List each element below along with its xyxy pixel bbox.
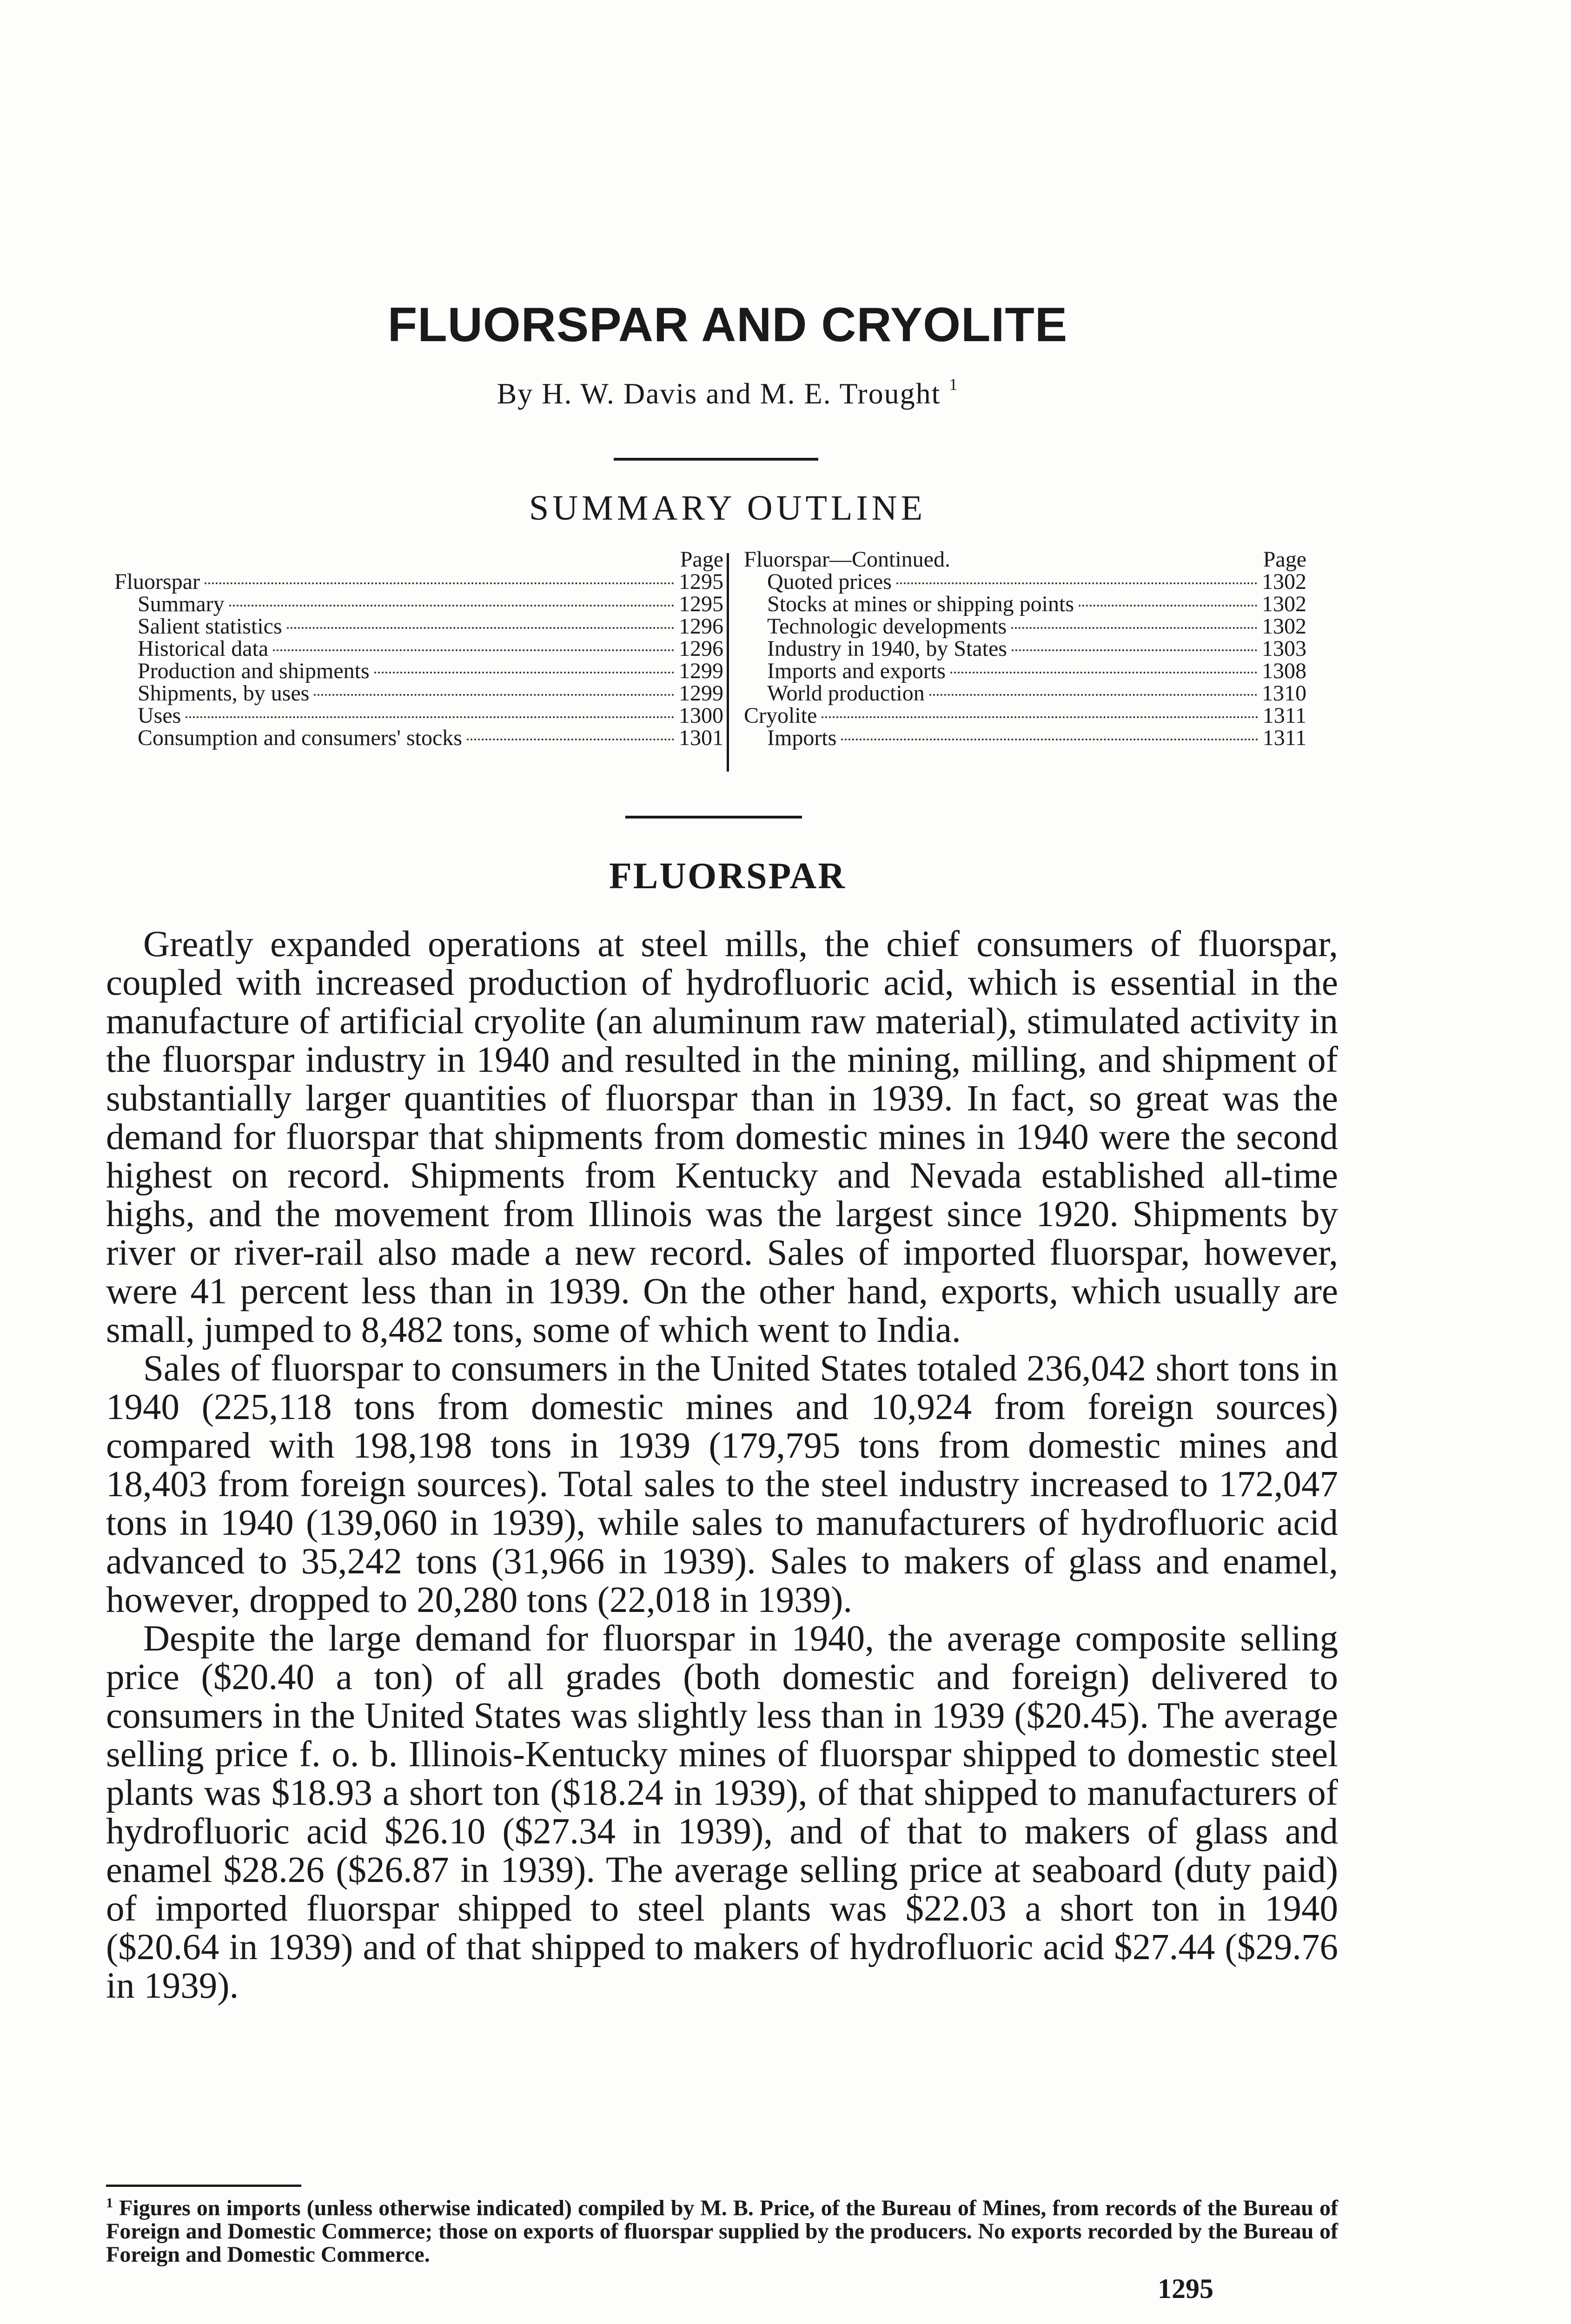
dot-leader: [273, 649, 674, 651]
outline-entry: [744, 660, 1306, 682]
section-divider: [625, 816, 802, 819]
outline-entry: [114, 615, 723, 638]
outline-entry-label: Imports: [767, 726, 837, 750]
outline-entry: [744, 638, 1306, 660]
dot-leader: [467, 739, 674, 740]
outline-right-column: [744, 548, 1306, 749]
dot-leader: [841, 739, 1258, 740]
outline-entry-label: Quoted prices: [767, 569, 892, 594]
dot-leader: [229, 605, 674, 607]
outline-entry-label: Uses: [138, 703, 181, 728]
outline-right-header: [744, 548, 1306, 571]
dot-leader: [186, 716, 674, 718]
outline-entry: [114, 571, 723, 593]
footnote: [106, 2192, 1338, 2266]
dot-leader: [374, 672, 674, 673]
outline-entry: [114, 593, 723, 615]
summary-outline-title: SUMMARY OUTLINE: [529, 489, 926, 528]
outline-entry-label: Industry in 1940, by States: [767, 636, 1007, 661]
outline-entry-label: Summary: [138, 592, 225, 616]
outline-entry: [114, 727, 723, 749]
outline-entry: [744, 705, 1306, 727]
outline-entry-page: 1311: [1262, 726, 1306, 750]
outline-entry-page: 1299: [679, 659, 723, 683]
outline-continued-heading: Fluorspar—Continued.: [744, 547, 950, 572]
byline: [0, 376, 1455, 411]
dot-leader: [822, 716, 1258, 718]
outline-entry-page: 1302: [1262, 569, 1306, 594]
outline-entry-label: Stocks at mines or shipping points: [767, 592, 1074, 616]
paragraph: Greatly expanded operations at steel mills, the chief consumers of fluorspar, coupled with increased production of hydrofluoric acid, which is essential in the manufacture of artificial cryolite (an aluminum raw material), stimulated activity in the fluorspar industry in 1940 and resulted in the mining, milling, and shipment of substantially larger quantities of fluorspar than in 1939. In fact, so great was the demand for fluorspar that shipments from domestic mines in 1940 were the second highest on record. Shipments from Kentucky and Nevada established all-time highs, and the movement from Illinois was the largest since 1920. Shipments by river or river-rail also made a new record. Sales of imported fluorspar, however, were 41 percent less than in 1939. On the other hand, exports, which usually are small, jumped to 8,482 tons, some of which went to India.: [106, 924, 1338, 1350]
outline-left-list: [114, 571, 723, 749]
outline-entry: [744, 727, 1306, 749]
dot-leader: [1079, 605, 1257, 607]
section-heading: FLUORSPAR: [609, 856, 846, 897]
dot-leader: [314, 694, 674, 696]
outline-entry-label: Imports and exports: [767, 659, 946, 683]
outline-entry-page: 1301: [679, 726, 723, 750]
dot-leader: [950, 672, 1257, 673]
title-divider: [614, 458, 818, 461]
outline-entry-label: Cryolite: [744, 703, 817, 728]
page-column-header: Page: [680, 547, 723, 572]
outline-entry-page: 1311: [1262, 703, 1306, 728]
paragraph: Sales of fluorspar to consumers in the United States totaled 236,042 short tons in 1940 (225,118 tons from domestic mines and 10,924 from foreign sources) compared with 198,198 tons in 1939 (179,795 tons from domestic mines and 18,403 from foreign sources). Total sales to the steel industry increased to 172,047 tons in 1940 (139,060 in 1939), while sales to manufacturers of hydrofluoric acid advanced to 35,242 tons (31,966 in 1939). Sales to makers of glass and enamel, however, dropped to 20,280 tons (22,018 in 1939).: [106, 1348, 1338, 1620]
outline-left-column: [114, 548, 723, 749]
dot-leader: [1012, 649, 1257, 651]
outline-entry-page: 1308: [1262, 659, 1306, 683]
dot-leader: [205, 582, 674, 584]
outline-entry-page: 1300: [679, 703, 723, 728]
footnote-ref: 1: [949, 375, 959, 394]
outline-entry-label: Production and shipments: [138, 659, 370, 683]
outline-entry: [114, 660, 723, 682]
outline-entry-page: 1299: [679, 681, 723, 706]
outline-right-list: [744, 571, 1306, 749]
outline-entry-label: Technologic developments: [767, 614, 1007, 639]
document-title: FLUORSPAR AND CRYOLITE: [387, 298, 1068, 352]
outline-entry-page: 1310: [1262, 681, 1306, 706]
outline-entry-label: Salient statistics: [138, 614, 282, 639]
dot-leader: [1011, 627, 1257, 629]
body-text: [106, 925, 1338, 2005]
footnote-text: Figures on imports (unless otherwise indicated) compiled by M. B. Price, of the Bureau of Mines, from records of the Bureau of Foreign and Domestic Commerce; those on exports of fluorspar supplied by the producers. No exports recorded by the Bureau of Foreign and Domestic Commerce.: [106, 2196, 1338, 2267]
outline-entry: [744, 615, 1306, 638]
page-number: 1295: [1158, 2273, 1213, 2304]
outline-entry: [744, 682, 1306, 705]
outline-entry-page: 1296: [679, 614, 723, 639]
outline-entry-page: 1302: [1262, 614, 1306, 639]
outline-entry-page: 1303: [1262, 636, 1306, 661]
outline-entry-page: 1296: [679, 636, 723, 661]
outline-entry-label: World production: [767, 681, 925, 706]
footnote-mark: 1: [106, 2195, 113, 2211]
paragraph: Despite the large demand for fluorspar in 1940, the average composite selling price ($20.40 a ton) of all grades (both domestic and foreign) delivered to consumers in the United States was slightly less than in 1939 ($20.45). The average selling price f. o. b. Illinois-Kentucky mines of fluorspar shipped to domestic steel plants was $18.93 a short ton ($18.24 in 1939), of that shipped to manufacturers of hydrofluoric acid $26.10 ($27.34 in 1939), and of that to makers of glass and enamel $28.26 ($26.87 in 1939). The average selling price at seaboard (duty paid) of imported fluorspar shipped to steel plants was $22.03 a short ton in 1940 ($20.64 in 1939) and of that shipped to makers of hydrofluoric acid $27.44 ($29.76 in 1939).: [106, 1618, 1338, 2006]
dot-leader: [896, 582, 1257, 584]
dot-leader: [929, 694, 1257, 696]
outline-entry-label: Consumption and consumers' stocks: [138, 726, 462, 750]
outline-entry-label: Fluorspar: [114, 569, 200, 594]
outline-entry: [744, 593, 1306, 615]
outline-entry: [114, 682, 723, 705]
outline-entry: [114, 705, 723, 727]
outline-entry-page: 1302: [1262, 592, 1306, 616]
page-column-header: Page: [1263, 547, 1306, 572]
outline-entry-page: 1295: [679, 592, 723, 616]
outline-entry: [744, 571, 1306, 593]
authors: By H. W. Davis and M. E. Trought: [497, 377, 941, 410]
outline-entry-label: Shipments, by uses: [138, 681, 310, 706]
outline-divider: [727, 553, 729, 772]
footnote-rule: [106, 2185, 301, 2187]
outline-entry: [114, 638, 723, 660]
outline-entry-label: Historical data: [138, 636, 269, 661]
dot-leader: [287, 627, 674, 629]
outline-entry-page: 1295: [679, 569, 723, 594]
